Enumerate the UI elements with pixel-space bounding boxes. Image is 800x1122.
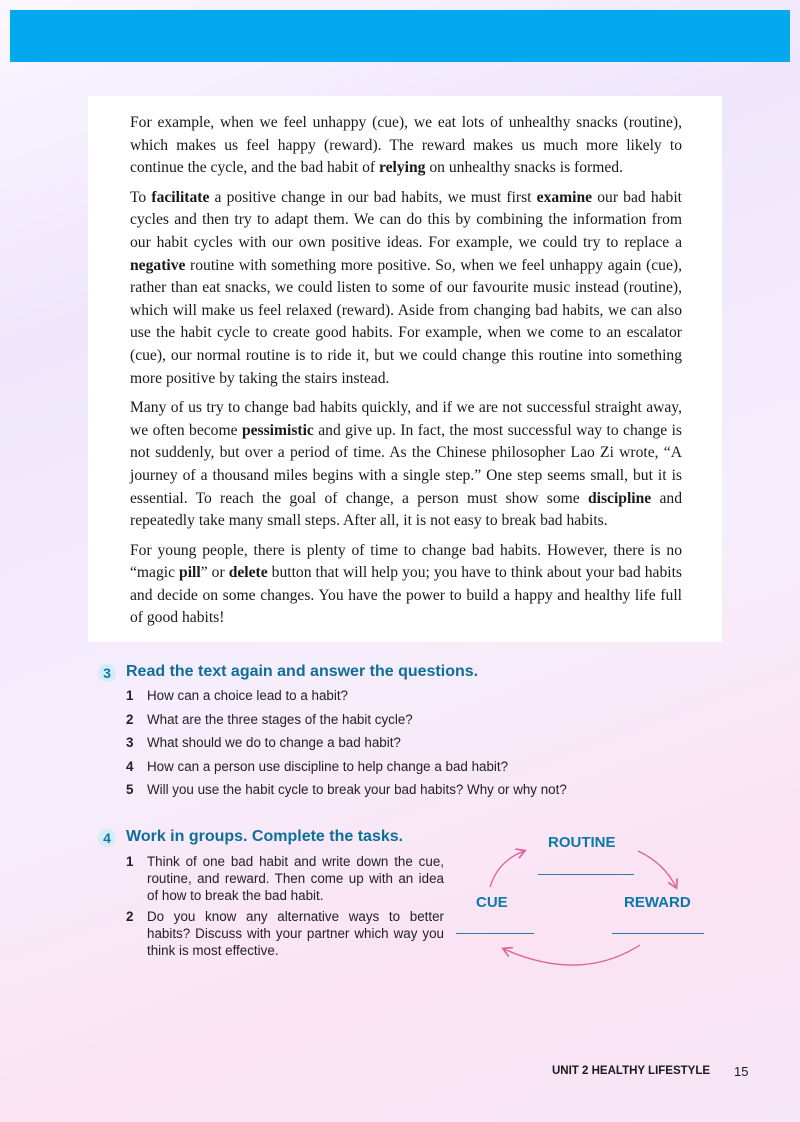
text-run: a positive change in our bad habits, we must first bbox=[209, 188, 537, 206]
question-item: 5 Will you use the habit cycle to break your bad habits? Why or why not? bbox=[126, 782, 567, 797]
arrow-cue-to-routine bbox=[490, 851, 524, 887]
text-run: on unhealthy snacks is formed. bbox=[425, 159, 623, 177]
exercise-title: Work in groups. Complete the tasks. bbox=[126, 828, 404, 845]
keyword: discipline bbox=[587, 489, 652, 507]
reward-label: REWARD bbox=[624, 894, 691, 911]
task-list bbox=[126, 853, 444, 963]
text-run: Many of us try to change bad habits quickly, and if we are not successful straight away, we often become bbox=[130, 399, 682, 439]
arrow-reward-to-cue bbox=[504, 945, 640, 965]
paragraph-2 bbox=[130, 187, 682, 390]
keyword: delete bbox=[228, 564, 268, 582]
routine-answer-line bbox=[538, 874, 634, 875]
question-list bbox=[126, 688, 567, 806]
keyword: examine bbox=[536, 188, 593, 206]
cue-answer-line bbox=[456, 933, 534, 934]
text-run: For young people, there is plenty of time to change bad habits. However, there is no “magic bbox=[130, 541, 682, 582]
text-run: and repeatedly take many small steps. After all, it is not easy to break bad habits. bbox=[130, 489, 682, 530]
text-run: and give up. In fact, the most successful way to change is not suddenly, but over a period of time. As the Chinese philosopher Lao Zi wrote, “A journey of a thousand miles begins with a single step.” One step seems small, but it is essential. To reach the goal of change, a person must show some bbox=[130, 421, 682, 507]
reward-answer-line bbox=[612, 933, 704, 934]
header-bar bbox=[10, 10, 790, 62]
text-run: ” or bbox=[200, 564, 229, 582]
question-item: 3 What should we do to change a bad habit? bbox=[126, 735, 401, 750]
question-item: 2 What are the three stages of the habit cycle? bbox=[126, 711, 413, 727]
paragraph-1 bbox=[130, 112, 682, 180]
cue-label: CUE bbox=[476, 894, 508, 911]
question-item: 1 How can a choice lead to a habit? bbox=[126, 688, 348, 703]
question-item: 4 How can a person use discipline to help change a bad habit? bbox=[126, 758, 509, 774]
text-run: For example, when we feel unhappy (cue), we eat lots of unhealthy snacks (routine), which makes us feel happy (reward). The reward makes us much more likely to continue the cycle, and the bad habit of bbox=[130, 114, 682, 177]
paragraph-3 bbox=[130, 397, 682, 533]
reading-passage bbox=[88, 96, 722, 642]
task-item: 2 Do you know any alternative ways to better habits? Discuss with your partner which way you think is most effective. bbox=[126, 909, 444, 958]
task-item: 1 Think of one bad habit and write down the cue, routine, and reward. Then come up with an idea of how to break the bad habit. bbox=[126, 854, 444, 903]
text-run: To bbox=[130, 188, 152, 206]
text-run: routine with something more positive. So, when we feel unhappy again (cue), rather than eat snacks, we could listen to some of our favourite music instead (routine), which will make us feel relaxed (reward). Aside from changing bad habits, we can also use the habit cycle to create good habits. For example, when we come to an escalator (cue), our normal routine is to ride it, but we could change this routine into something more positive by taking the stairs instead. bbox=[130, 256, 682, 387]
page-number: 15 bbox=[734, 1064, 749, 1079]
routine-label: ROUTINE bbox=[548, 834, 616, 851]
arrow-routine-to-reward bbox=[638, 851, 676, 887]
keyword: relying bbox=[378, 159, 426, 177]
footer-unit-title: UNIT 2 HEALTHY LIFESTYLE bbox=[552, 1065, 711, 1077]
paragraph-4 bbox=[130, 540, 682, 630]
keyword: pill bbox=[179, 564, 201, 582]
keyword: pessimistic bbox=[241, 421, 314, 439]
text-run: button that will help you; you have to think about your bad habits and decide on some changes. You have the power to build a happy and healthy life full of good habits! bbox=[130, 564, 683, 627]
text-run: our bad habit cycles and then try to adapt them. We can do this by combining the information from our habit cycles with our own positive ideas. For example, we could try to replace a bbox=[130, 188, 683, 251]
habit-cycle-diagram bbox=[440, 825, 730, 985]
keyword: negative bbox=[130, 256, 186, 274]
exercise-title: Read the text again and answer the questions. bbox=[126, 663, 479, 680]
exercise-number: 3 bbox=[98, 664, 116, 682]
exercise-number: 4 bbox=[98, 829, 116, 847]
keyword: facilitate bbox=[151, 188, 210, 206]
